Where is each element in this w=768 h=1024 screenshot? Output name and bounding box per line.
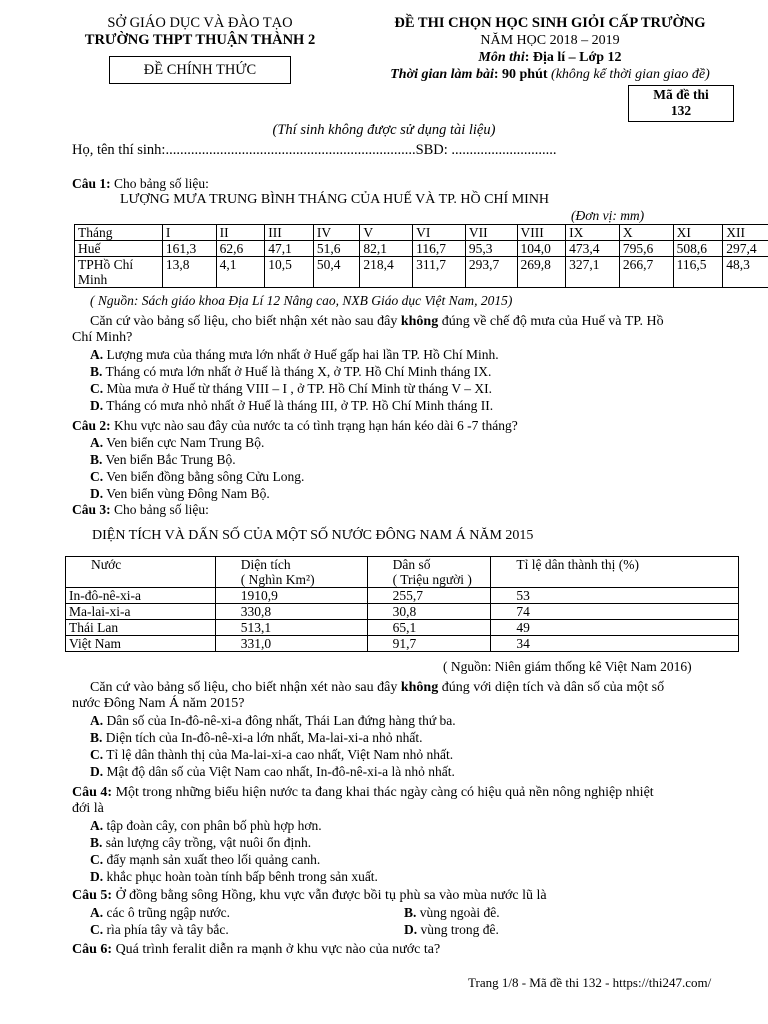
table-2-source: ( Nguồn: Niên giám thống kê Việt Nam 2016) xyxy=(443,659,692,674)
option-key: D. xyxy=(90,486,104,501)
subject-value: : Địa lí – Lớp 12 xyxy=(524,50,622,65)
table-cell: 116,7 xyxy=(413,241,466,257)
option-key: A. xyxy=(90,818,104,833)
option-text: Mùa mưa ở Huế từ tháng VIII – I , ở TP. Hồ Chí Minh từ tháng V – XI. xyxy=(103,381,492,396)
table-cell: 47,1 xyxy=(265,241,314,257)
option-4a[interactable] xyxy=(90,818,322,834)
question-4 xyxy=(72,785,654,801)
question-4-text: Một trong những biểu hiện nước ta đang khai thác ngày càng có hiệu quả nền nông nghiệp nhiệt xyxy=(112,785,654,800)
option-key: D. xyxy=(90,398,104,413)
table-cell: 311,7 xyxy=(413,257,466,288)
option-key: B. xyxy=(90,835,103,850)
table-cell: Thái Lan xyxy=(66,620,216,636)
time-label: Thời gian làm bài xyxy=(390,67,494,82)
question-2-label: Câu 2: xyxy=(72,418,111,433)
table-cell: 51,6 xyxy=(313,241,360,257)
option-3d[interactable] xyxy=(90,764,455,780)
table-row xyxy=(66,620,739,636)
table-cell: II xyxy=(216,225,265,241)
option-text: sản lượng cây trồng, vật nuôi ổn định. xyxy=(102,835,312,850)
question-3-stem xyxy=(90,680,664,696)
option-text: Mật độ dân số của Việt Nam cao nhất, In-đô-nê-xi-a là nhỏ nhất. xyxy=(103,764,455,779)
option-text: Ven biển Bắc Trung Bộ. xyxy=(102,452,236,467)
option-3a[interactable] xyxy=(90,713,456,729)
table-cell: 34 xyxy=(491,636,739,652)
option-text: Lượng mưa của tháng mưa lớn nhất ở Huế gấp hai lần TP. Hồ Chí Minh. xyxy=(103,347,499,362)
option-key: C. xyxy=(90,852,104,867)
table-cell: IV xyxy=(313,225,360,241)
school-year: NĂM HỌC 2018 – 2019 xyxy=(480,33,620,48)
table-cell: 91,7 xyxy=(367,636,491,652)
table-cell: 473,4 xyxy=(566,241,620,257)
no-materials-notice: (Thí sinh không được sử dụng tài liệu) xyxy=(272,122,496,138)
option-3c[interactable] xyxy=(90,747,453,763)
question-6-label: Câu 6: xyxy=(72,942,113,957)
table-cell: I xyxy=(162,225,216,241)
table-cell: X xyxy=(619,225,673,241)
question-4-cont: đới là xyxy=(72,801,104,816)
table-cell: 513,1 xyxy=(215,620,367,636)
table-cell xyxy=(215,557,367,588)
candidate-info-line: Họ, tên thí sinh:.....................................................................SBD: ............................. xyxy=(72,142,557,158)
table-cell: 95,3 xyxy=(465,241,517,257)
table-cell: 330,8 xyxy=(215,604,367,620)
option-2b[interactable] xyxy=(90,452,236,468)
table-cell: In-đô-nê-xi-a xyxy=(66,588,216,604)
time-note: (không kể thời gian giao đề) xyxy=(547,67,710,82)
option-text: rìa phía tây và tây bắc. xyxy=(103,922,229,937)
table-row xyxy=(66,604,739,620)
table-cell: 4,1 xyxy=(216,257,265,288)
table-cell: 508,6 xyxy=(673,241,723,257)
exam-title: ĐỀ THI CHỌN HỌC SINH GIỎI CẤP TRƯỜNG xyxy=(394,15,706,31)
table-row xyxy=(75,241,768,257)
table-cell: 255,7 xyxy=(367,588,491,604)
time-line xyxy=(350,67,750,83)
department-name: SỞ GIÁO DỤC VÀ ĐÀO TẠO xyxy=(107,15,293,31)
option-text: tập đoàn cây, con phân bố phù hợp hơn. xyxy=(103,818,322,833)
table-row xyxy=(66,636,739,652)
stem-emphasis: không xyxy=(400,680,439,695)
table-cell: 218,4 xyxy=(360,257,413,288)
stem-part: đúng về chế độ mưa của Huế và TP. Hồ xyxy=(438,314,664,329)
table-cell: 297,4 xyxy=(723,241,768,257)
option-text: Tháng có mưa nhỏ nhất ở Huế là tháng III, ở TP. Hồ Chí Minh tháng II. xyxy=(103,398,494,413)
official-badge-text: ĐỀ CHÍNH THỨC xyxy=(143,62,257,78)
option-4d[interactable] xyxy=(90,869,378,885)
option-key: B. xyxy=(90,364,103,379)
option-5d[interactable] xyxy=(404,922,499,938)
table-cell: 1910,9 xyxy=(215,588,367,604)
exam-code-box xyxy=(628,85,734,122)
header-line: Dân số xyxy=(392,557,431,572)
header-unit: ( Nghìn Km²) xyxy=(240,572,315,587)
table-row xyxy=(75,257,768,288)
rainfall-table xyxy=(74,224,768,288)
header-unit: ( Triệu người ) xyxy=(392,572,472,587)
option-5c[interactable] xyxy=(90,922,229,938)
table-cell: XII xyxy=(723,225,768,241)
question-5-label: Câu 5: xyxy=(72,888,113,903)
option-text: Tháng có mưa lớn nhất ở Huế là tháng X, ở TP. Hồ Chí Minh tháng IX. xyxy=(102,364,492,379)
exam-code-label: Mã đề thi xyxy=(653,87,709,102)
stem-part: đúng với diện tích và dân số của một số xyxy=(438,680,665,695)
option-3b[interactable] xyxy=(90,730,423,746)
option-text: vùng ngoài đê. xyxy=(416,905,500,920)
table-cell xyxy=(75,257,163,288)
stem-part: Căn cứ vào bảng số liệu, cho biết nhận xét nào sau đây xyxy=(90,314,401,329)
question-6 xyxy=(72,942,440,958)
option-2a[interactable] xyxy=(90,435,264,451)
table-cell: 13,8 xyxy=(162,257,216,288)
option-text: khắc phục hoàn toàn tính bấp bênh trong sản xuất. xyxy=(103,869,378,884)
table-cell: V xyxy=(360,225,413,241)
option-text: Tỉ lệ dân thành thị của Ma-lai-xi-a cao nhất, Việt Nam nhỏ nhất. xyxy=(103,747,454,762)
option-key: C. xyxy=(90,469,104,484)
option-text: đẩy mạnh sản xuất theo lối quảng canh. xyxy=(103,852,321,867)
table-cell: 53 xyxy=(491,588,739,604)
time-value: : 90 phút xyxy=(493,67,548,82)
table-cell: VIII xyxy=(517,225,566,241)
question-5-text: Ở đồng bằng sông Hồng, khu vực vẫn được bồi tụ phù sa vào mùa nước lũ là xyxy=(112,888,547,903)
question-1-label: Câu 1: xyxy=(72,176,111,191)
table-cell: Ma-lai-xi-a xyxy=(66,604,216,620)
option-text: Ven biển vùng Đông Nam Bộ. xyxy=(103,486,270,501)
subject-label: Môn thi xyxy=(478,50,525,65)
option-key: A. xyxy=(90,713,104,728)
option-text: Dân số của In-đô-nê-xi-a đông nhất, Thái Lan đứng hàng thứ ba. xyxy=(103,713,456,728)
option-key: D. xyxy=(90,764,104,779)
option-2c[interactable] xyxy=(90,469,304,485)
option-1a[interactable] xyxy=(90,347,499,363)
table-row xyxy=(66,588,739,604)
stem-part: Căn cứ vào bảng số liệu, cho biết nhận xét nào sau đây xyxy=(90,680,401,695)
option-key: A. xyxy=(90,347,104,362)
stem-emphasis: không xyxy=(400,314,439,329)
row-label-line-2: Minh xyxy=(78,272,108,287)
option-5b[interactable] xyxy=(404,905,500,921)
table-cell: 104,0 xyxy=(517,241,566,257)
question-2 xyxy=(72,418,518,434)
table-cell: 331,0 xyxy=(215,636,367,652)
table-cell: IX xyxy=(566,225,620,241)
table-cell: 62,6 xyxy=(216,241,265,257)
option-key: C. xyxy=(90,922,104,937)
table-cell: Huế xyxy=(75,241,163,257)
table-cell: 266,7 xyxy=(619,257,673,288)
table-cell: VII xyxy=(465,225,517,241)
question-3-stem-cont: nước Đông Nam Á năm 2015? xyxy=(72,696,245,711)
table-1-source: ( Nguồn: Sách giáo khoa Địa Lí 12 Nâng cao, NXB Giáo dục Việt Nam, 2015) xyxy=(90,293,513,308)
page-footer: Trang 1/8 - Mã đề thi 132 - https://thi247.com/ xyxy=(468,975,712,990)
question-3-text: Cho bảng số liệu: xyxy=(110,502,209,517)
option-key: A. xyxy=(90,905,104,920)
table-cell: 74 xyxy=(491,604,739,620)
official-badge xyxy=(109,56,291,84)
option-text: vùng trong đê. xyxy=(417,922,499,937)
question-6-text: Quá trình feralit diễn ra mạnh ở khu vực nào của nước ta? xyxy=(112,942,441,957)
table-cell: 161,3 xyxy=(162,241,216,257)
table-cell: 48,3 xyxy=(723,257,768,288)
option-key: D. xyxy=(404,922,418,937)
option-text: các ô trũng ngập nước. xyxy=(103,905,231,920)
table-cell: III xyxy=(265,225,314,241)
table-cell: 82,1 xyxy=(360,241,413,257)
table-cell: 327,1 xyxy=(566,257,620,288)
table-cell: 30,8 xyxy=(367,604,491,620)
option-1c[interactable] xyxy=(90,381,492,397)
table-row xyxy=(66,557,739,588)
question-3-label: Câu 3: xyxy=(72,502,111,517)
table-cell: 293,7 xyxy=(465,257,517,288)
question-1-intro xyxy=(72,176,209,192)
question-1-stem-cont: Chí Minh? xyxy=(72,330,133,345)
school-name: TRƯỜNG THPT THUẬN THÀNH 2 xyxy=(84,32,316,48)
table-cell: VI xyxy=(413,225,466,241)
option-1b[interactable] xyxy=(90,364,491,380)
table-cell: 10,5 xyxy=(265,257,314,288)
table-cell xyxy=(367,557,491,588)
question-3-intro xyxy=(72,502,209,518)
option-2d[interactable] xyxy=(90,486,270,502)
option-4b[interactable] xyxy=(90,835,311,851)
row-label-line-1: TPHồ Chí xyxy=(78,257,134,272)
question-1-stem xyxy=(90,314,664,330)
option-key: B. xyxy=(90,730,103,745)
option-key: B. xyxy=(90,452,103,467)
question-4-label: Câu 4: xyxy=(72,785,113,800)
subject-line xyxy=(350,50,750,66)
population-table xyxy=(65,556,739,652)
option-4c[interactable] xyxy=(90,852,320,868)
table-cell: XI xyxy=(673,225,723,241)
table-cell: 49 xyxy=(491,620,739,636)
table-cell: Nước xyxy=(66,557,216,588)
header-line: Diện tích xyxy=(240,557,291,572)
question-1-text: Cho bảng số liệu: xyxy=(110,176,209,191)
option-text: Ven biển cực Nam Trung Bộ. xyxy=(103,435,265,450)
option-key: A. xyxy=(90,435,104,450)
table-1-title: LƯỢNG MƯA TRUNG BÌNH THÁNG CỦA HUẾ VÀ TP. HỒ CHÍ MINH xyxy=(120,192,550,207)
question-2-text: Khu vực nào sau đây của nước ta có tình trạng hạn hán kéo dài 6 -7 tháng? xyxy=(110,418,518,433)
table-cell: 795,6 xyxy=(619,241,673,257)
table-cell: 269,8 xyxy=(517,257,566,288)
table-cell: Việt Nam xyxy=(66,636,216,652)
option-key: B. xyxy=(404,905,417,920)
question-5 xyxy=(72,888,547,904)
option-5a[interactable] xyxy=(90,905,230,921)
option-text: Ven biển đồng bằng sông Cửu Long. xyxy=(103,469,305,484)
table-cell: 50,4 xyxy=(313,257,360,288)
option-text: Diện tích của In-đô-nê-xi-a lớn nhất, Ma-lai-xi-a nhỏ nhất. xyxy=(102,730,423,745)
table-cell: Tỉ lệ dân thành thị (%) xyxy=(491,557,739,588)
option-key: C. xyxy=(90,747,104,762)
table-cell: 116,5 xyxy=(673,257,723,288)
table-2-title: DIỆN TÍCH VÀ DẤN SỐ CỦA MỘT SỐ NƯỚC ĐÔNG NAM Á NĂM 2015 xyxy=(92,528,534,543)
table-cell: Tháng xyxy=(75,225,163,241)
table-row xyxy=(75,225,768,241)
table-1-unit: (Đơn vị: mm) xyxy=(571,208,645,223)
option-key: D. xyxy=(90,869,104,884)
option-key: C. xyxy=(90,381,104,396)
exam-code-value: 132 xyxy=(670,103,692,118)
option-1d[interactable] xyxy=(90,398,493,414)
table-cell: 65,1 xyxy=(367,620,491,636)
